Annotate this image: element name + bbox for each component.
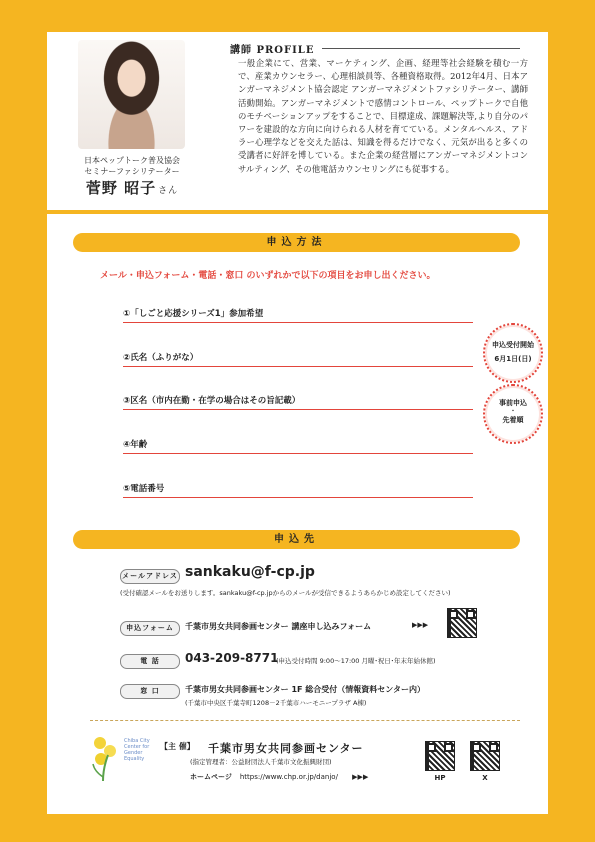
homepage-line — [190, 772, 376, 782]
lecturer-honorific: さん — [158, 186, 179, 196]
profile-heading: 講師 PROFILE — [230, 45, 315, 56]
form-qr-icon[interactable] — [447, 608, 477, 638]
logo-caption: Chiba City Center for Gender Equality — [124, 738, 150, 762]
start-date-badge — [483, 323, 543, 383]
x-qr-icon[interactable] — [470, 741, 500, 771]
organizer-manager: (指定管理者：公益財団法人千葉市文化振興財団) — [190, 758, 332, 766]
form-field-4 — [123, 433, 473, 454]
email-note: (受付確認メールをお送りします。sankaku@f-cp.jpからのメールが受信できるようあらかじめ設定してください) — [120, 589, 451, 597]
method-heading: 申込方法 — [266, 237, 327, 248]
homepage-url[interactable]: https://www.chp.or.jp/danjo/ — [239, 773, 338, 781]
lecturer-photo — [78, 40, 185, 149]
counter-address: (千葉市中央区千葉寺町1208－2千葉市ハーモニープラザ A棟) — [185, 699, 367, 707]
form-field-label: ②氏名（ふりがな） — [123, 353, 199, 363]
first-come-badge — [483, 384, 543, 444]
lecturer-name-text: 菅野 昭子 — [85, 179, 157, 197]
email-tag: メールアドレス — [120, 569, 180, 584]
form-field-label: ③区名（市内在勤・在学の場合はその旨記載） — [123, 396, 301, 406]
hp-qr-icon[interactable] — [425, 741, 455, 771]
lecturer-role: セミナーファシリテーター — [84, 167, 180, 176]
profile-heading-rule — [322, 48, 520, 49]
footer-divider — [90, 720, 520, 721]
destination-heading-bar — [73, 530, 520, 549]
phone-number[interactable]: 043-209-8771 — [185, 651, 279, 665]
organizer-name: 千葉市男女共同参画センター — [208, 742, 364, 755]
email-address[interactable]: sankaku@f-cp.jp — [185, 564, 315, 580]
lecturer-name — [66, 177, 198, 198]
form-field-3 — [123, 389, 473, 410]
counter-location: 千葉市男女共同参画センター 1F 総合受付（情報資料センター内） — [185, 685, 425, 694]
organizer-label: 【主 催】 — [160, 742, 195, 751]
profile-body: 一般企業にて、営業、マーケティング、企画、経理等社会経験を積む一方で、産業カウンセラー、心理相談員等、各種資格取得。2012年4月、日本アンガーマネジメント協会認定 アンガーマネジメントファシリテーター、講師活動開始。アンガーマネジメントで感情コントロール、ペップトークで自他のモチベーションアップをすることで、目標達成、課題解決等,より自分のパワーを建設的な方向に向けられる人材を育てている。メンタルヘルス、アドラー心理学などを交えた話は、知識を得るだけでなく、元気が出ると多くの受講者に好評を博している。また企業の経営層にアンガーマネジメントコンサルティング、その他電話カウンセリングにも従事する。 — [238, 58, 528, 174]
method-intro: メール・申込フォーム・電話・窓口 のいずれかで以下の項目をお申し出ください。 — [100, 271, 436, 281]
badge-text: 申込受付開始 — [492, 341, 534, 349]
badge-date: 6月1日(日) — [494, 355, 532, 363]
form-field-2 — [123, 346, 473, 367]
badge-dot: ・ — [509, 408, 516, 415]
hp-qr-label: HP — [434, 774, 446, 782]
method-heading-bar — [73, 233, 520, 252]
phone-hours: (申込受付時間 9:00～17:00 月曜･祝日･年末年始休館) — [276, 657, 436, 665]
form-tag: 申込フォーム — [120, 621, 180, 636]
form-field-label: ⑤電話番号 — [123, 484, 165, 494]
badge-text-2: 先着順 — [502, 416, 524, 424]
form-link[interactable]: 千葉市男女共同参画センター 講座申し込みフォーム — [185, 622, 372, 631]
form-arrow: ▶▶▶ — [412, 621, 429, 629]
form-field-1 — [123, 302, 473, 323]
counter-tag: 窓 口 — [120, 684, 180, 699]
homepage-label: ホームページ — [190, 773, 232, 781]
destination-heading: 申込先 — [274, 534, 319, 545]
form-field-5 — [123, 477, 473, 498]
center-logo-icon — [90, 733, 124, 783]
x-qr-label: X — [482, 774, 488, 782]
phone-tag: 電 話 — [120, 654, 180, 669]
badge-text: 事前申込 — [499, 399, 527, 407]
form-field-label: ④年齢 — [123, 440, 148, 450]
homepage-arrow: ▶▶▶ — [352, 773, 369, 781]
lecturer-affiliation: 日本ペップトーク普及協会 — [84, 156, 180, 165]
form-field-label: ①「しごと応援シリーズ1」参加希望 — [123, 309, 264, 319]
